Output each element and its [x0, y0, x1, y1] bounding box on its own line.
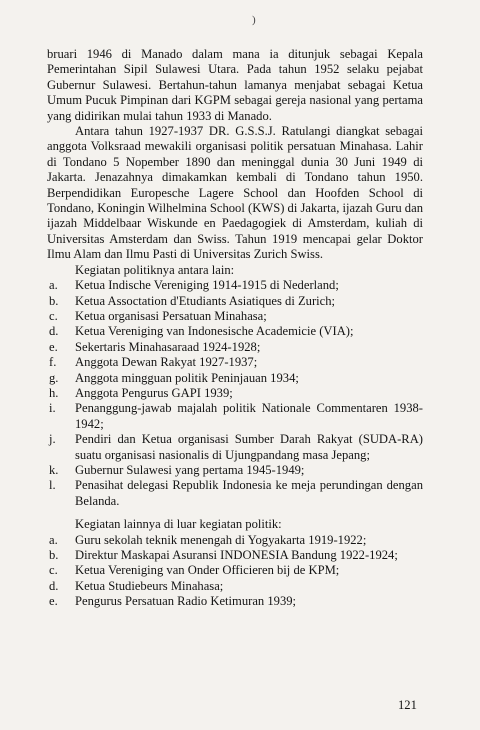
list-marker: h. [49, 385, 59, 400]
list-marker: a. [49, 278, 58, 293]
list-marker: j. [49, 432, 56, 447]
list-item-text: Anggota mingguan politik Peninjauan 1934; [75, 370, 299, 385]
section-gap [47, 509, 423, 517]
list-item [47, 563, 423, 578]
paragraph-continuation: bruari 1946 di Manado dalam mana ia ditunjuk sebagai Kepala Pemerintahan Sipil Sulawesi Utara. Pada tahun 1952 selaku pejabat Gubernur Sulawesi. Bertahun-tahun lamanya menjabat sebagai Ketua Umum Pucuk Pimpinan dari KGPM sebagai gereja nasional yang pertama yang didirikan mulai tahun 1933 di Manado. [47, 47, 423, 123]
body-text [47, 47, 423, 610]
list-marker: c. [49, 308, 58, 323]
list-item [47, 579, 423, 594]
list-item-text: Sekertaris Minahasaraad 1924-1928; [75, 339, 261, 354]
list-marker: d. [49, 578, 59, 593]
list-item [47, 294, 423, 309]
other-activities-list [47, 533, 423, 610]
list-item [47, 463, 423, 478]
list-item [47, 355, 423, 370]
list-item-text: Anggota Pengurus GAPI 1939; [75, 385, 233, 400]
other-activities-heading: Kegiatan lainnya di luar kegiatan politik: [75, 517, 282, 532]
list-marker: g. [49, 370, 59, 385]
list-marker: c. [49, 563, 58, 578]
list-item [47, 309, 423, 324]
list-item-text: Ketua Vereniging van Indonesische Academicie (VIA); [75, 324, 354, 339]
list-item-text: Ketua Studiebeurs Minahasa; [75, 578, 224, 593]
list-marker: l. [49, 478, 56, 493]
list-item-text: Guru sekolah teknik menengah di Yogyakarta 1919-1922; [75, 532, 367, 547]
list-item-text: Penasihat delegasi Republik Indonesia ke meja perundingan dengan Belanda. [75, 478, 423, 508]
list-marker: f. [49, 355, 57, 370]
scan-mark: ) [252, 14, 256, 26]
list-marker: k. [49, 462, 59, 477]
list-item-text: Gubernur Sulawesi yang pertama 1945-1949; [75, 462, 305, 477]
paragraph-ratulangi: Antara tahun 1927-1937 DR. G.S.S.J. Ratulangi diangkat sebagai anggota Volksraad mewakili organisasi politik persatuan Minahasa. Lahir di Tondano 5 Nopember 1890 dan meninggal dunia 30 Juni 1949 di Jakarta. Jenazahnya dimakamkan kembali di Tondano tahun 1950. Berpendidikan Europesche Lagere School dan Hoofden School di Tondano, Koningin Wilhelmina School (KWS) di Jakarta, ijazah Guru dan ijazah Middelbaar Wiskunde en Paedagogiek di Amsterdam, kuliah di Universitas Amsterdam dan Swiss. Tahun 1919 mencapai gelar Doktor Ilmu Alam dan Ilmu Pasti di Universitas Zurich Swiss. [47, 124, 423, 262]
list-marker: e. [49, 339, 58, 354]
political-activities-heading: Kegiatan politiknya antara lain: [75, 262, 235, 277]
list-item [47, 324, 423, 339]
list-item [47, 386, 423, 401]
list-item-text: Ketua Vereniging van Onder Officieren bij de KPM; [75, 563, 340, 578]
list-item-text: Penanggung-jawab majalah politik Nationale Commentaren 1938-1942; [75, 401, 423, 431]
list-item [47, 401, 423, 432]
list-item-text: Ketua Assoctation d'Etudiants Asiatiques di Zurich; [75, 293, 336, 308]
list-item-text: Pendiri dan Ketua organisasi Sumber Darah Rakyat (SUDA-RA) suatu organisasi nasionalis di Ujungpandang masa Jepang; [75, 432, 423, 462]
list-marker: d. [49, 324, 59, 339]
list-item [47, 340, 423, 355]
list-item-text: Ketua Indische Vereniging 1914-1915 di Nederland; [75, 278, 339, 293]
list-marker: i. [49, 401, 56, 416]
list-item-text: Anggota Dewan Rakyat 1927-1937; [75, 355, 258, 370]
list-item [47, 371, 423, 386]
list-marker: e. [49, 594, 58, 609]
list-marker: a. [49, 532, 58, 547]
list-item-text: Pengurus Persatuan Radio Ketimuran 1939; [75, 594, 297, 609]
page-number: 121 [398, 698, 417, 712]
list-item [47, 594, 423, 609]
political-activities-list [47, 278, 423, 509]
list-item [47, 533, 423, 548]
list-item [47, 432, 423, 463]
list-marker: b. [49, 293, 59, 308]
list-item-text: Ketua organisasi Persatuan Minahasa; [75, 308, 267, 323]
list-item [47, 478, 423, 509]
list-item-text: Direktur Maskapai Asuransi INDONESIA Bandung 1922-1924; [75, 548, 398, 562]
list-marker: b. [49, 548, 59, 562]
list-item [47, 548, 423, 563]
list-item [47, 278, 423, 293]
